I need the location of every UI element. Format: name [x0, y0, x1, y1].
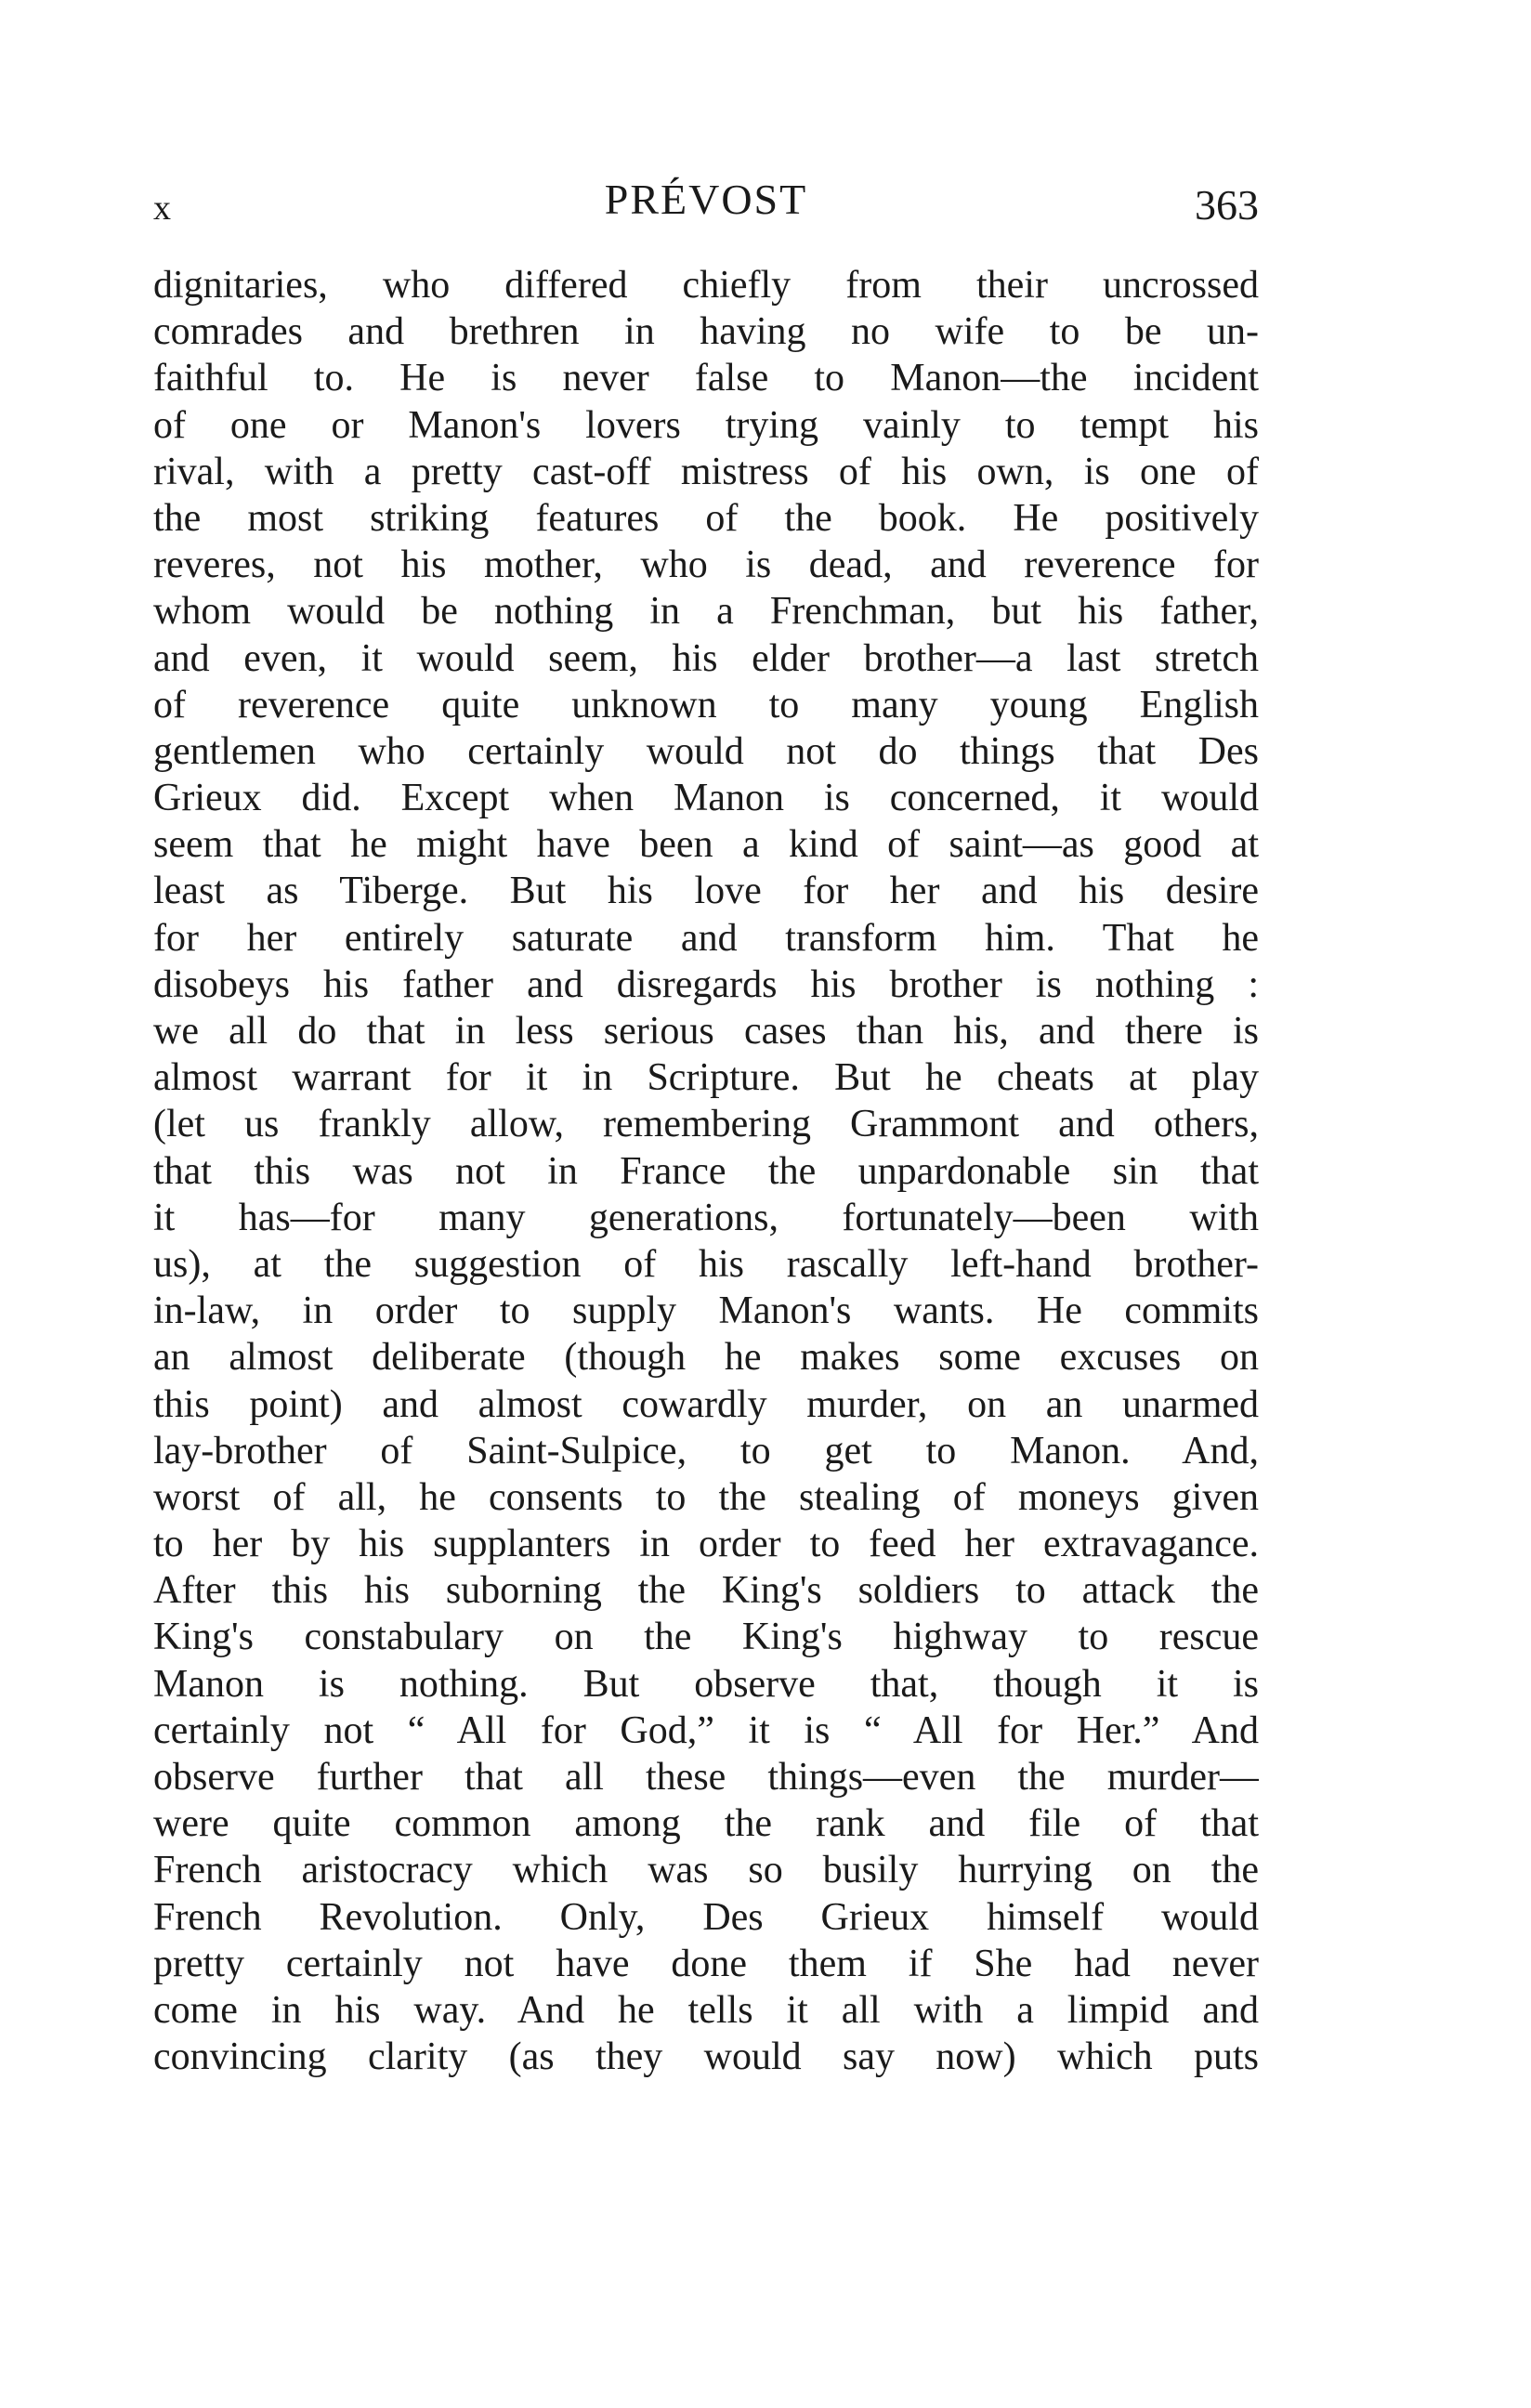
text-line: it has—for many generations, fortunately—been with	[153, 1196, 1259, 1239]
text-line: comrades and brethren in having no wife to be un-	[153, 310, 1259, 354]
text-line: we all do that in less serious cases than his, and there is	[153, 1010, 1259, 1053]
text-line: an almost deliberate (though he makes some excuses on	[153, 1336, 1259, 1380]
text-line: the most striking features of the book. He positively	[153, 496, 1259, 540]
text-line: disobeys his father and disregards his brother is nothing :	[153, 962, 1259, 1006]
text-line: (let us frankly allow, remembering Grammont and others,	[153, 1103, 1259, 1146]
body-text	[153, 262, 1259, 2080]
text-line: come in his way. And he tells it all with a limpid and	[153, 1988, 1259, 2032]
text-line: in-law, in order to supply Manon's wants. He commits	[153, 1289, 1259, 1333]
text-line: were quite common among the rank and file of that	[153, 1802, 1259, 1846]
text-line: convincing clarity (as they would say now) which puts	[153, 2035, 1259, 2079]
text-line: pretty certainly not have done them if She had never	[153, 1942, 1259, 1985]
text-line: certainly not “ All for God,” it is “ All for Her.” And	[153, 1708, 1259, 1752]
page-header	[153, 175, 1259, 240]
text-line: and even, it would seem, his elder brother—a last stretch	[153, 636, 1259, 680]
text-line: of one or Manon's lovers trying vainly to tempt his	[153, 403, 1259, 447]
chapter-marker: x	[153, 189, 171, 228]
text-line: whom would be nothing in a Frenchman, but his father,	[153, 590, 1259, 634]
text-line: for her entirely saturate and transform him. That he	[153, 916, 1259, 960]
text-line: French aristocracy which was so busily hurrying on the	[153, 1849, 1259, 1892]
text-line: this point) and almost cowardly murder, on an unarmed	[153, 1382, 1259, 1426]
text-line: least as Tiberge. But his love for her and his desire	[153, 870, 1259, 913]
text-line: reveres, not his mother, who is dead, and reverence for	[153, 543, 1259, 587]
text-line: of reverence quite unknown to many young English	[153, 683, 1259, 726]
running-title: PRÉVOST	[604, 176, 808, 223]
text-line: almost warrant for it in Scripture. But he cheats at play	[153, 1056, 1259, 1100]
text-line: observe further that all these things—even the murder—	[153, 1756, 1259, 1799]
text-line: gentlemen who certainly would not do things that Des	[153, 729, 1259, 773]
text-line: seem that he might have been a kind of saint—as good at	[153, 823, 1259, 867]
text-line: Manon is nothing. But observe that, though it is	[153, 1662, 1259, 1706]
text-line: to her by his supplanters in order to feed her extravagance.	[153, 1523, 1259, 1566]
text-line: us), at the suggestion of his rascally left-hand brother-	[153, 1242, 1259, 1286]
text-line: rival, with a pretty cast-off mistress of his own, is one of	[153, 450, 1259, 493]
text-line: lay-brother of Saint-Sulpice, to get to Manon. And,	[153, 1429, 1259, 1472]
page-number: 363	[1195, 181, 1259, 229]
text-line: faithful to. He is never false to Manon—the incident	[153, 357, 1259, 400]
text-line: King's constabulary on the King's highway to rescue	[153, 1616, 1259, 1659]
text-line: dignitaries, who differed chiefly from their uncrossed	[153, 264, 1259, 307]
text-line: After this his suborning the King's soldiers to attack the	[153, 1569, 1259, 1613]
text-line: that this was not in France the unpardonable sin that	[153, 1149, 1259, 1193]
text-line: Grieux did. Except when Manon is concerned, it would	[153, 777, 1259, 820]
text-line: French Revolution. Only, Des Grieux himself would	[153, 1895, 1259, 1939]
text-line: worst of all, he consents to the stealing of moneys given	[153, 1475, 1259, 1519]
